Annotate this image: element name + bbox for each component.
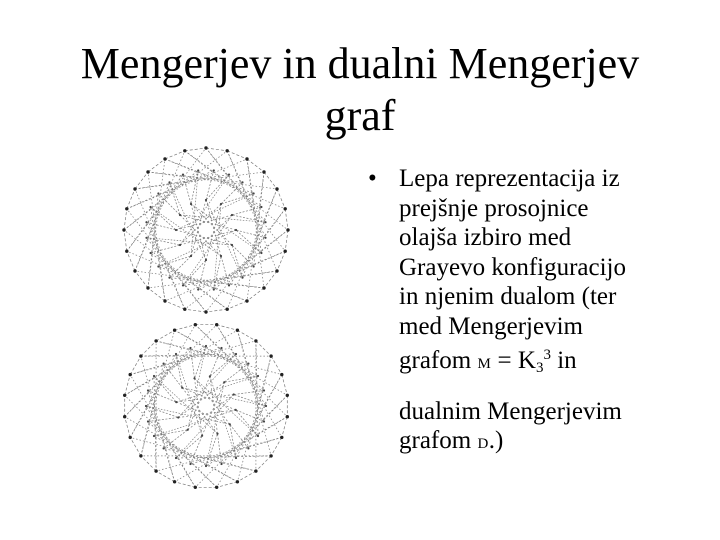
bullet-line-formula — [399, 341, 689, 384]
graph-edge — [135, 172, 148, 189]
graph-edge — [191, 204, 261, 253]
graph-vertex — [253, 265, 255, 267]
title-line-1: Mengerjev in dualni Mengerjev — [80, 39, 640, 88]
graph-vertex — [220, 463, 222, 465]
k-subscript: 3 — [535, 360, 544, 376]
graph-edge — [247, 159, 264, 172]
graph-edge — [247, 159, 264, 288]
graph-vertex — [280, 436, 283, 439]
graph-edge — [256, 341, 271, 356]
graph-edge — [124, 230, 127, 251]
graph-vertex — [125, 250, 128, 253]
graph-vertex — [215, 486, 218, 489]
graph-vertex — [213, 288, 215, 290]
graph-vertex — [163, 299, 166, 302]
graph-edge — [175, 330, 288, 395]
graph-edge — [176, 395, 234, 459]
graph-edge — [206, 175, 229, 200]
graph-vertex — [168, 277, 170, 279]
graph-vertex — [220, 255, 222, 257]
graph-edge — [210, 376, 218, 433]
graph-vertex — [173, 329, 176, 332]
graph-vertex — [175, 229, 177, 231]
graph-vertex — [284, 250, 287, 253]
graph-edge — [125, 325, 217, 417]
graph-edge — [206, 148, 227, 151]
graph-vertex — [235, 353, 237, 355]
graph-edge — [148, 271, 277, 288]
graph-vertex — [197, 288, 199, 290]
graph-vertex — [177, 416, 179, 418]
graph-vertex — [175, 457, 177, 459]
graph-vertex — [286, 228, 289, 231]
graph-vertex — [264, 237, 266, 239]
graph-edge — [135, 172, 264, 189]
graph-vertex — [150, 252, 152, 254]
slide-title — [40, 38, 680, 142]
graph-edge — [195, 395, 287, 487]
graph-edge — [264, 172, 277, 189]
graph-vertex — [269, 354, 272, 357]
graph-edge — [130, 437, 256, 471]
graph-vertex — [201, 435, 203, 437]
graph-vertex — [154, 469, 157, 472]
graph-edge — [156, 341, 282, 375]
formula-prefix: grafom — [399, 347, 478, 374]
graph-edge — [195, 325, 287, 417]
graph-edge — [176, 354, 182, 388]
graph-edge — [125, 417, 238, 482]
graph-vertex — [157, 192, 159, 194]
graph-edge — [221, 194, 254, 205]
graph-vertex — [223, 381, 225, 383]
bullet-line: in njenim dualom (ter — [399, 283, 617, 310]
graph-vertex — [175, 401, 177, 403]
bullet-text — [399, 164, 689, 460]
graph-vertex — [220, 347, 222, 349]
bullet-line-dual — [399, 426, 689, 460]
bullet-line: med Mengerjevim — [399, 312, 583, 340]
graph-vertex — [228, 284, 230, 286]
graph-vertex — [220, 203, 222, 205]
dual-prefix: grafom — [399, 427, 478, 454]
graph-vertex — [145, 405, 147, 407]
graph-edge — [178, 410, 235, 418]
graph-vertex — [213, 169, 215, 171]
graph-edge — [183, 260, 206, 285]
graph-vertex — [193, 377, 195, 379]
graph-edge — [247, 288, 264, 301]
graph-vertex — [264, 221, 266, 223]
graph-edge — [236, 410, 264, 422]
graph-vertex — [183, 308, 186, 311]
graph-m-symbol: M — [477, 356, 492, 372]
graph-vertex — [284, 207, 287, 210]
graph-vertex — [235, 457, 237, 459]
graph-edge — [151, 245, 180, 253]
graph-vertex — [205, 465, 207, 467]
graph-vertex — [139, 354, 142, 357]
graph-vertex — [269, 454, 272, 457]
graph-vertex — [147, 389, 149, 391]
graph-edge — [232, 207, 261, 215]
graph-vertex — [190, 255, 192, 257]
graph-vertex — [263, 420, 265, 422]
graph-vertex — [236, 329, 239, 332]
bullet-line: olajša izbiro med — [399, 224, 572, 251]
graph-edge — [178, 354, 236, 418]
graph-vertex — [133, 187, 136, 190]
graph-edge — [176, 395, 233, 403]
graph-vertex — [173, 480, 176, 483]
graph-vertex — [262, 286, 265, 289]
graph-edge — [158, 194, 180, 216]
graph-vertex — [265, 405, 267, 407]
graph-vertex — [260, 252, 262, 254]
graph-vertex — [133, 269, 136, 272]
dual-menger-graph-figure — [118, 318, 294, 494]
graph-vertex — [183, 149, 186, 152]
graph-edge — [180, 175, 229, 245]
graph-vertex — [254, 339, 257, 342]
graph-edge — [191, 348, 195, 378]
dual-suffix: .) — [488, 427, 504, 454]
graph-vertex — [168, 181, 170, 183]
graph-edge — [154, 376, 218, 434]
graph-vertex — [153, 435, 155, 437]
graph-vertex — [197, 169, 199, 171]
graph-edge — [124, 230, 227, 309]
graph-vertex — [146, 170, 149, 173]
graph-vertex — [231, 214, 233, 216]
graph-vertex — [247, 363, 249, 365]
graph-vertex — [257, 435, 259, 437]
graph-edge — [125, 395, 217, 487]
graph-edge — [156, 330, 175, 341]
graph-vertex — [145, 237, 147, 239]
graph-vertex — [150, 206, 152, 208]
graph-edge — [232, 245, 243, 278]
graph-vertex — [157, 265, 159, 267]
graph-vertex — [123, 415, 126, 418]
graph-edge — [237, 356, 271, 482]
graph-edge — [130, 437, 141, 456]
graph-edge — [210, 348, 222, 376]
graph-vertex — [215, 323, 218, 326]
graph-edge — [232, 245, 254, 267]
graph-vertex — [179, 214, 181, 216]
graph-edge — [148, 172, 165, 301]
graph-vertex — [280, 373, 283, 376]
graph-vertex — [139, 454, 142, 457]
graph-edge — [148, 288, 165, 301]
graph-vertex — [163, 447, 165, 449]
graph-edge — [221, 256, 229, 285]
graph-vertex — [205, 199, 207, 201]
graph-edge — [234, 391, 264, 395]
graph-edge — [148, 418, 178, 422]
graph-vertex — [226, 149, 229, 152]
graph-vertex — [247, 447, 249, 449]
graph-edge — [285, 230, 288, 251]
menger-graph-figure — [118, 142, 294, 318]
graph-edge — [151, 207, 176, 230]
graph-vertex — [182, 284, 184, 286]
graph-edge — [285, 209, 288, 230]
graph-edge — [158, 256, 191, 267]
graph-edge — [170, 182, 181, 215]
graph-edge — [125, 417, 131, 438]
graph-vertex — [275, 187, 278, 190]
graph-vertex — [146, 286, 149, 289]
graph-edge — [256, 456, 271, 471]
graph-vertex — [275, 269, 278, 272]
graph-vertex — [154, 339, 157, 342]
line-gap — [399, 384, 689, 397]
title-line-2: graf — [324, 91, 396, 140]
graph-edge — [170, 256, 192, 278]
graph-edge — [148, 391, 176, 403]
graph-edge — [130, 325, 195, 438]
graph-vertex — [147, 420, 149, 422]
graph-vertex — [228, 174, 230, 176]
graph-vertex — [163, 363, 165, 365]
graph-vertex — [190, 203, 192, 205]
graph-vertex — [181, 387, 183, 389]
graph-vertex — [179, 244, 181, 246]
bullet-line: prejšnje prosojnice — [399, 194, 589, 222]
graph-edge — [154, 430, 188, 436]
graph-vertex — [123, 394, 126, 397]
graph-edge — [141, 341, 156, 356]
bullet-line: Lepa reprezentacija iz — [399, 165, 620, 192]
bullet-line: dualnim Mengerjevim — [399, 397, 622, 425]
graph-edge — [141, 456, 156, 471]
graph-vertex — [235, 409, 237, 411]
graph-edge — [127, 148, 206, 251]
graph-edge — [206, 309, 227, 312]
bullet-line: Grayevo konfiguracijo — [399, 253, 627, 281]
graph-vertex — [226, 308, 229, 311]
graph-vertex — [209, 375, 211, 377]
graph-vertex — [263, 389, 265, 391]
bullet-marker: • — [368, 165, 377, 192]
graph-vertex — [187, 429, 189, 431]
graph-edge — [271, 356, 282, 375]
graph-vertex — [216, 433, 218, 435]
graph-edge — [195, 378, 203, 435]
graph-edge — [224, 376, 258, 382]
graph-vertex — [204, 310, 207, 313]
graph-edge — [206, 209, 285, 312]
graph-vertex — [235, 229, 237, 231]
graph-vertex — [241, 277, 243, 279]
graph-edge — [191, 436, 203, 464]
graph-vertex — [286, 394, 289, 397]
graph-vertex — [125, 207, 128, 210]
graph-edge — [217, 375, 282, 488]
graph-edge — [230, 424, 249, 448]
graph-edge — [141, 330, 175, 456]
graph-vertex — [189, 463, 191, 465]
graph-edge — [282, 375, 288, 396]
graph-vertex — [175, 353, 177, 355]
graph-vertex — [145, 221, 147, 223]
graph-edge — [230, 424, 236, 458]
graph-edge — [151, 207, 221, 256]
graph-edge — [135, 271, 148, 288]
graph-edge — [185, 148, 206, 151]
graph-edge — [264, 271, 277, 288]
graph-vertex — [204, 146, 207, 149]
graph-vertex — [254, 469, 257, 472]
graph-vertex — [129, 373, 132, 376]
formula-suffix: in — [550, 347, 577, 374]
graph-vertex — [205, 259, 207, 261]
graph-vertex — [194, 486, 197, 489]
graph-edge — [237, 471, 256, 482]
graph-vertex — [253, 192, 255, 194]
graph-vertex — [153, 375, 155, 377]
graph-edge — [148, 159, 165, 172]
graph-vertex — [205, 345, 207, 347]
graph-vertex — [122, 228, 125, 231]
graph-vertex — [194, 323, 197, 326]
k-superscript: 3 — [543, 347, 551, 363]
graph-edge — [164, 430, 188, 449]
graph-vertex — [229, 423, 231, 425]
graph-vertex — [257, 375, 259, 377]
graph-edge — [185, 309, 206, 312]
graph-vertex — [245, 157, 248, 160]
equals-k: = K — [491, 347, 536, 374]
graph-edge — [224, 364, 248, 383]
graph-edge — [217, 482, 238, 488]
graph-edge — [221, 182, 243, 204]
graph-vertex — [129, 436, 132, 439]
graph-vertex — [231, 244, 233, 246]
graph-edge — [195, 378, 259, 436]
graph-edge — [236, 230, 261, 253]
graph-edge — [175, 325, 196, 331]
graph-edge — [164, 364, 183, 388]
graph-vertex — [163, 157, 166, 160]
graph-d-symbol: D — [477, 436, 489, 452]
graph-vertex — [182, 174, 184, 176]
graph-vertex — [262, 170, 265, 173]
graph-vertex — [245, 299, 248, 302]
graph-edge — [124, 209, 127, 230]
graph-vertex — [236, 480, 239, 483]
graph-vertex — [233, 393, 235, 395]
graph-edge — [218, 434, 222, 464]
graph-vertex — [286, 415, 289, 418]
graph-vertex — [260, 206, 262, 208]
graph-vertex — [241, 181, 243, 183]
graph-edge — [183, 175, 191, 204]
graph-vertex — [189, 347, 191, 349]
graph-edge — [183, 215, 232, 285]
graph-edge — [185, 151, 288, 230]
